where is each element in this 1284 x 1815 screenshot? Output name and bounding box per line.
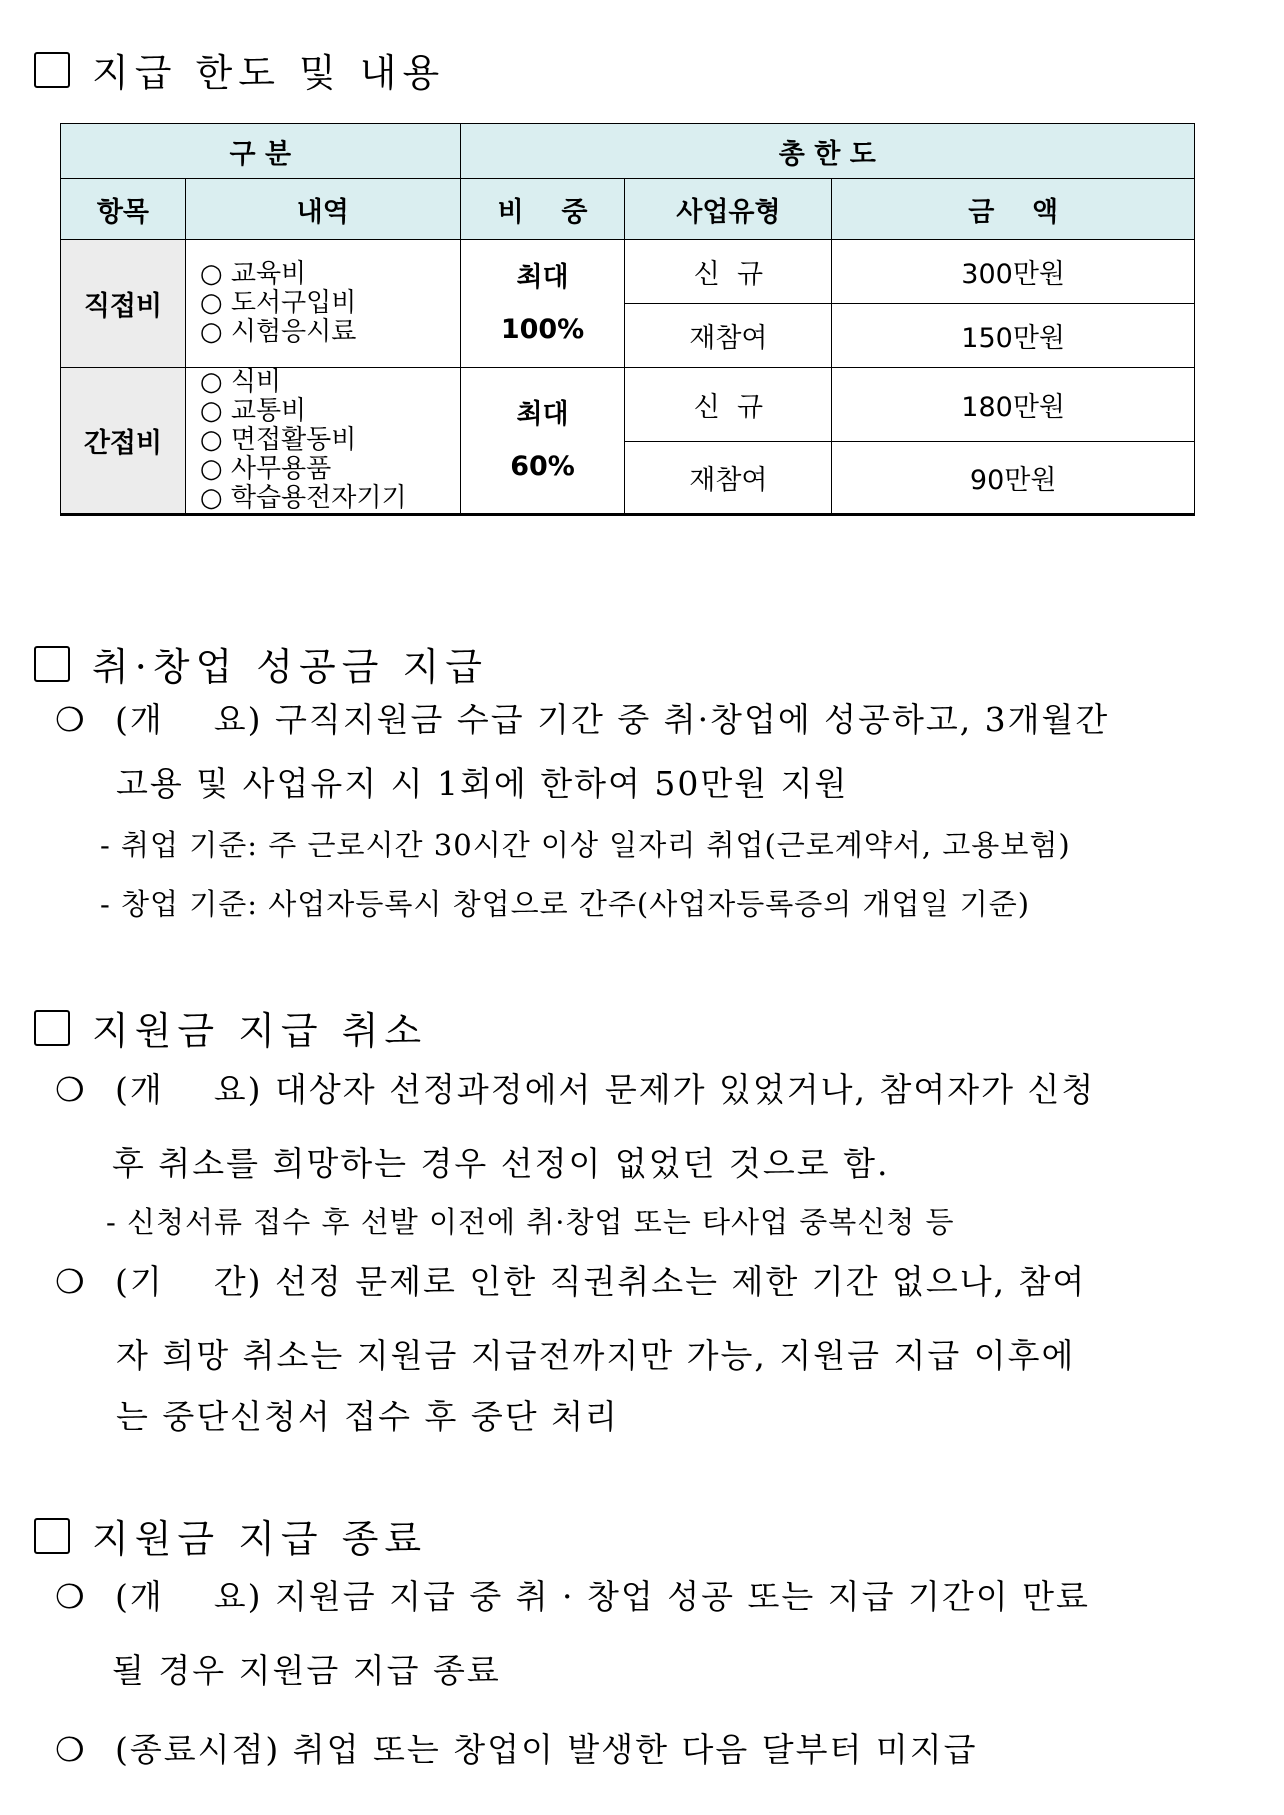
amount: 180만원: [832, 368, 1195, 442]
paragraph-line: 후 취소를 희망하는 경우 선정이 없었던 것으로 함.: [112, 1144, 890, 1183]
list-item: ○ 교육비: [199, 259, 307, 289]
business-type: 재참여: [625, 304, 832, 368]
amount: 300만원: [832, 240, 1195, 304]
header-amount: 금 액: [832, 179, 1195, 240]
business-type: 신 규: [625, 240, 832, 304]
paragraph-line: (개 요) 지원금 지급 중 취 · 창업 성공 또는 지급 기간이 만료: [115, 1577, 1090, 1616]
paragraph-line: (개 요) 구직지원금 수급 기간 중 취·창업에 성공하고, 3개월간: [115, 700, 1110, 739]
direct-items-list: [185, 240, 460, 368]
amount: 150만원: [832, 304, 1195, 368]
sub-item: - 취업 기준: 주 근로시간 30시간 이상 일자리 취업(근로계약서, 고용보험): [100, 828, 1071, 862]
paragraph-line: (종료시점) 취업 또는 창업이 발생한 다음 달부터 미지급: [115, 1730, 978, 1769]
paragraph-line: 는 중단신청서 접수 후 중단 처리: [116, 1397, 619, 1436]
table-header-row-2: [61, 179, 1195, 240]
table-header-row-1: [61, 124, 1195, 179]
section-title: 지급 한도 및 내용: [92, 51, 446, 95]
checkbox-square-icon: [34, 52, 70, 88]
category-indirect: 간접비: [61, 368, 186, 515]
list-item: ○ 학습용전자기기: [199, 483, 407, 513]
payment-limit-table: [60, 123, 1195, 516]
paragraph-line: (기 간) 선정 문제로 인한 직권취소는 제한 기간 없으나, 참여: [115, 1262, 1087, 1301]
paragraph-line: 될 경우 지원금 지급 종료: [112, 1651, 501, 1690]
header-total-limit: 총 한 도: [460, 124, 1194, 179]
list-item: ○ 시험응시료: [199, 317, 357, 347]
checkbox-square-icon: [34, 1518, 70, 1554]
business-type: 신 규: [625, 368, 832, 442]
paragraph-line: (개 요) 대상자 선정과정에서 문제가 있었거나, 참여자가 신청: [115, 1070, 1096, 1109]
ratio-value: 100%: [500, 313, 585, 345]
paragraph-period: [55, 1252, 1086, 1312]
category-direct: 직접비: [61, 240, 186, 368]
paragraph-overview: [55, 1567, 1090, 1627]
ratio-value: 60%: [510, 450, 575, 482]
table-row: [61, 368, 1195, 442]
list-item: ○ 면접활동비: [199, 425, 357, 455]
list-item: ○ 도서구입비: [199, 288, 357, 318]
list-item: ○ 교통비: [199, 396, 307, 426]
amount: 90만원: [832, 441, 1195, 515]
paragraph-end-point: [55, 1720, 978, 1780]
section-title: 지원금 지급 종료: [92, 1517, 428, 1561]
checkbox-square-icon: [34, 1010, 70, 1046]
sub-item: - 신청서류 접수 후 선발 이전에 취·창업 또는 타사업 중복신청 등: [106, 1205, 955, 1239]
ratio-label: 최대: [516, 261, 569, 293]
section-heading-success-payment: [34, 636, 488, 691]
direct-ratio: [460, 240, 625, 368]
indirect-items-list: [185, 368, 460, 515]
section-heading-termination: [34, 1508, 427, 1563]
header-detail: 내역: [185, 179, 460, 240]
table-row: [61, 240, 1195, 304]
circle-bullet-icon: ❍: [55, 1262, 87, 1301]
header-business-type: 사업유형: [625, 179, 832, 240]
sub-item: - 창업 기준: 사업자등록시 창업으로 간주(사업자등록증의 개업일 기준): [100, 887, 1031, 921]
list-item: ○ 식비: [199, 367, 282, 397]
circle-bullet-icon: ❍: [55, 1070, 87, 1109]
section-heading-payment-limit: [34, 42, 445, 97]
header-gubun: 구 분: [61, 124, 461, 179]
ratio-label: 최대: [516, 398, 569, 430]
circle-bullet-icon: ❍: [55, 1577, 87, 1616]
circle-bullet-icon: ❍: [55, 1730, 87, 1769]
paragraph-overview: [55, 1060, 1095, 1120]
list-item: ○ 사무용품: [199, 454, 332, 484]
header-ratio: 비 중: [460, 179, 625, 240]
section-heading-cancel: [34, 1000, 427, 1055]
paragraph-line: 자 희망 취소는 지원금 지급전까지만 가능, 지원금 지급 이후에: [116, 1336, 1076, 1375]
indirect-ratio: [460, 368, 625, 515]
paragraph-overview: [55, 690, 1250, 750]
business-type: 재참여: [625, 441, 832, 515]
circle-bullet-icon: ❍: [55, 700, 87, 739]
section-title: 취·창업 성공금 지급: [92, 645, 488, 689]
paragraph-line: 고용 및 사업유지 시 1회에 한하여 50만원 지원: [116, 764, 849, 803]
header-item: 항목: [61, 179, 186, 240]
checkbox-square-icon: [34, 646, 70, 682]
section-title: 지원금 지급 취소: [92, 1009, 428, 1053]
